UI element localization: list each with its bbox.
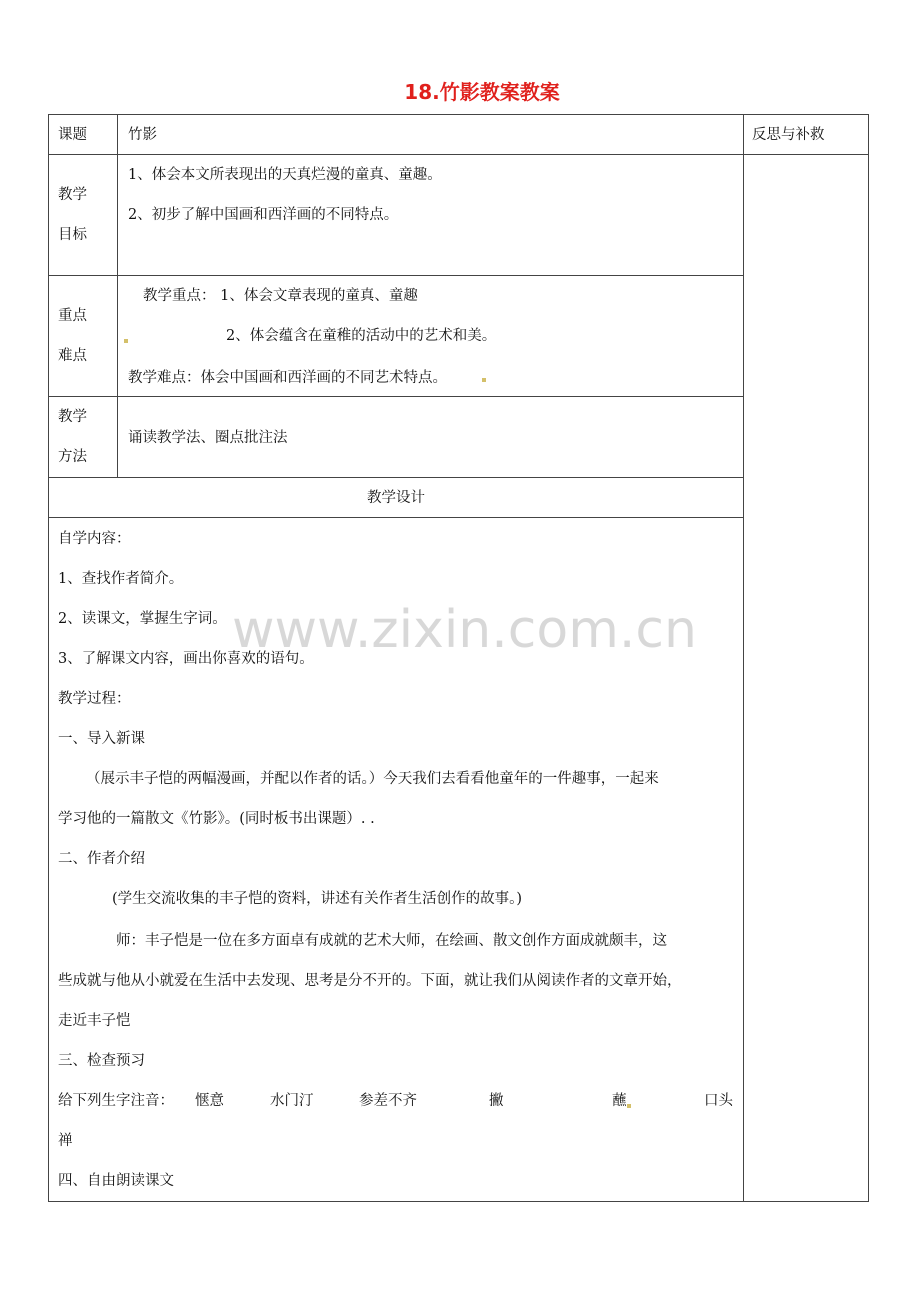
- vocab-word: 惬意: [195, 1093, 224, 1109]
- section-heading: 三、检查预习: [58, 1053, 145, 1069]
- table-rule: [48, 477, 744, 478]
- objective-line: 1、体会本文所表现出的天真烂漫的童真、童趣。: [128, 167, 442, 183]
- objectives-label: 教学: [58, 187, 87, 203]
- paragraph-line: 师：丰子恺是一位在多方面卓有成就的艺术大师，在绘画、散文创作方面成就颇丰，这: [116, 933, 667, 949]
- table-rule: [117, 114, 118, 478]
- pinyin-prompt: 给下列生字注音：: [58, 1093, 174, 1109]
- vocab-word: 口头: [704, 1093, 733, 1109]
- watermark: www.zixin.com.cn: [232, 600, 697, 660]
- key-points-label: 难点: [58, 348, 87, 364]
- table-rule: [48, 154, 869, 155]
- table-rule: [743, 114, 744, 1202]
- section-heading: 四、自由朗读课文: [58, 1173, 174, 1189]
- method-label: 教学: [58, 409, 87, 425]
- highlight-mark: [482, 378, 486, 382]
- key-point-line: 教学重点： 1、体会文章表现的童真、童趣: [143, 288, 418, 304]
- method-text: 诵读教学法、圈点批注法: [128, 430, 288, 446]
- highlight-mark: [627, 1104, 631, 1108]
- table-rule: [48, 396, 744, 397]
- body-line: 1、查找作者简介。: [58, 571, 184, 587]
- key-point-line: 2、体会蕴含在童稚的活动中的艺术和美。: [226, 328, 497, 344]
- vocab-word: 撇: [489, 1093, 504, 1109]
- highlight-mark: [124, 339, 128, 343]
- vocab-word: 蘸: [612, 1093, 627, 1109]
- header-reflection-label: 反思与补救: [752, 127, 825, 143]
- design-heading: 教学设计: [367, 490, 425, 506]
- table-border-left: [48, 114, 49, 1202]
- vocab-word: 水门汀: [270, 1093, 314, 1109]
- body-line: 自学内容：: [58, 531, 131, 547]
- header-topic-label: 课题: [58, 127, 87, 143]
- method-label: 方法: [58, 449, 87, 465]
- table-rule: [48, 517, 744, 518]
- paragraph-line: （展示丰子恺的两幅漫画，并配以作者的话。）今天我们去看看他童年的一件趣事，一起来: [86, 771, 659, 787]
- table-border-top: [48, 114, 869, 115]
- section-heading: 二、作者介绍: [58, 851, 145, 867]
- body-line: 3、了解课文内容，画出你喜欢的语句。: [58, 651, 314, 667]
- body-line: 教学过程：: [58, 691, 131, 707]
- table-border-bottom: [48, 1201, 869, 1202]
- paragraph-line: 走近丰子恺: [58, 1013, 131, 1029]
- section-heading: 一、导入新课: [58, 731, 145, 747]
- objective-line: 2、初步了解中国画和西洋画的不同特点。: [128, 207, 399, 223]
- paragraph-line: 学习他的一篇散文《竹影》。(同时板书出课题）. .: [58, 811, 375, 827]
- table-rule: [48, 275, 744, 276]
- paragraph-line: (学生交流收集的丰子恺的资料，讲述有关作者生活创作的故事。): [112, 891, 523, 907]
- difficulty-line: 教学难点：体会中国画和西洋画的不同艺术特点。: [128, 370, 447, 386]
- paragraph-line: 些成就与他从小就爱在生活中去发现、思考是分不开的。下面，就让我们从阅读作者的文章开始，: [58, 973, 682, 989]
- document-title: 18.竹影教案教案: [404, 80, 560, 104]
- objectives-label: 目标: [58, 227, 87, 243]
- body-line: 2、读课文，掌握生字词。: [58, 611, 227, 627]
- body-line: 禅: [58, 1133, 73, 1149]
- table-border-right: [868, 114, 869, 1202]
- key-points-label: 重点: [58, 308, 87, 324]
- vocab-word: 参差不齐: [359, 1093, 417, 1109]
- header-topic-value: 竹影: [128, 127, 157, 143]
